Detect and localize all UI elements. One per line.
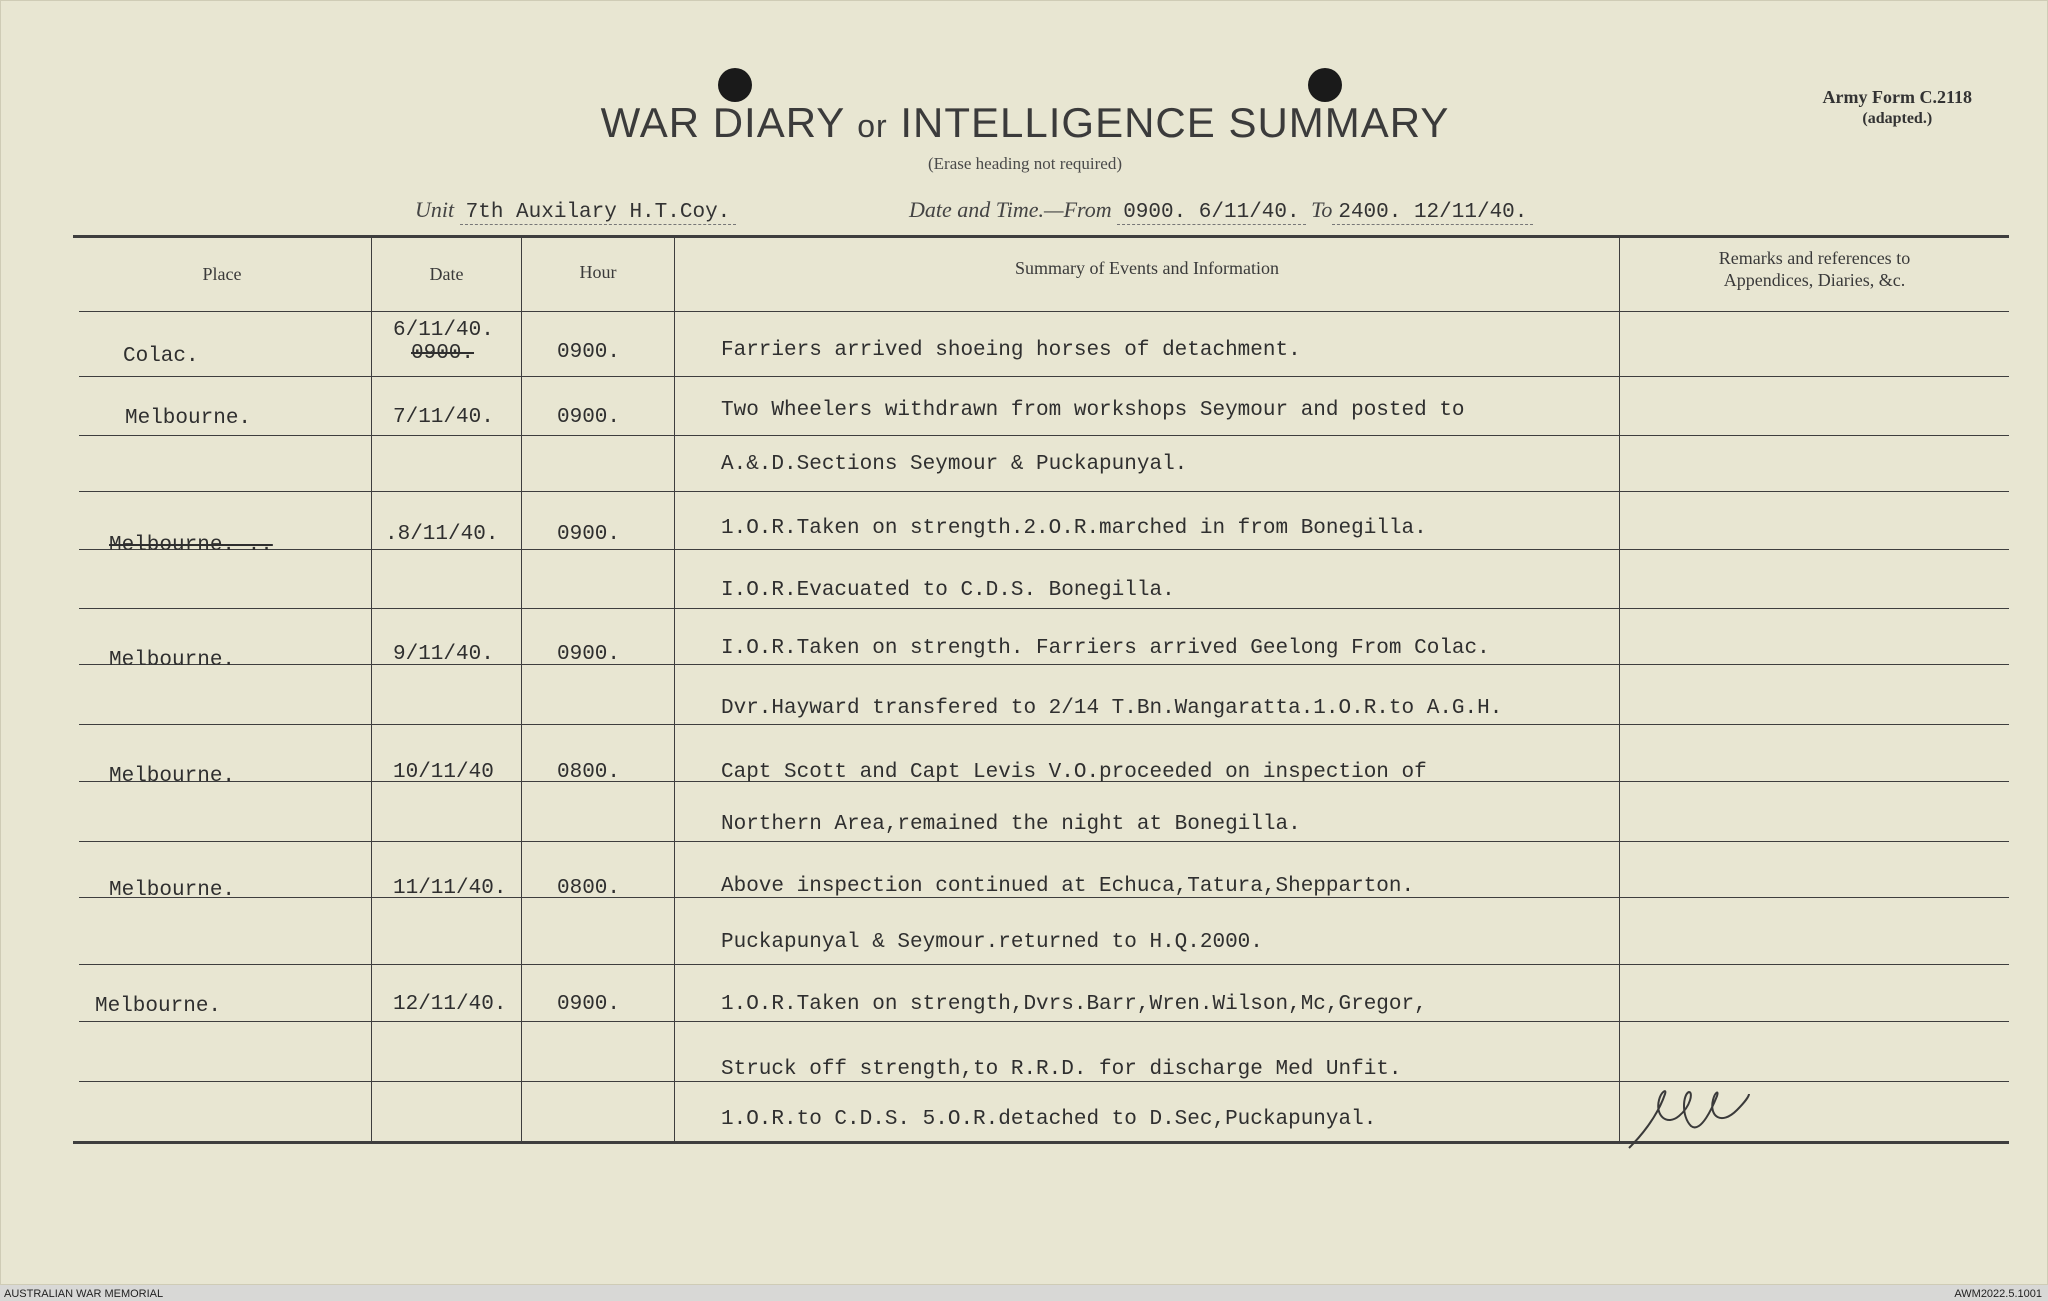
row-7-date: 12/11/40. (393, 993, 507, 1016)
row-1-date-overtyped: 0900. (411, 342, 475, 365)
punch-hole-left (718, 68, 752, 102)
col-divider-hour (521, 237, 522, 1143)
row-4-summary-line-1: I.O.R.Taken on strength. Farriers arrived Geelong From Colac. (721, 637, 1490, 660)
col-header-hour: Hour (579, 262, 617, 282)
row-1-hour: 0900. (557, 341, 621, 364)
row-4-date: 9/11/40. (393, 643, 494, 666)
row-1-place: Colac. (123, 345, 199, 368)
row-rule (79, 491, 2009, 492)
col-divider-summary (674, 237, 675, 1143)
row-rule (79, 1081, 2009, 1082)
row-6-place: Melbourne. (109, 879, 236, 902)
row-3-summary-line-1: 1.O.R.Taken on strength.2.O.R.marched in from Bonegilla. (721, 517, 1427, 540)
footer-reference: AWM2022.5.1001 (1954, 1288, 2042, 1300)
page-subtitle: (Erase heading not required) (928, 154, 1122, 173)
row-2-place: Melbourne. (125, 407, 252, 430)
page-title: WAR DIARY or INTELLIGENCE SUMMARY (600, 99, 1450, 146)
row-1-date: 6/11/40. (393, 319, 494, 342)
row-6-date: 11/11/40. (393, 877, 507, 900)
row-rule (79, 608, 2009, 609)
row-6-summary-line-2: Puckapunyal & Seymour.returned to H.Q.2000. (721, 931, 1263, 954)
punch-hole-right (1308, 68, 1342, 102)
row-4-place: Melbourne. (109, 649, 236, 672)
table-top-rule (73, 235, 2009, 238)
col-header-remarks: Remarks and references to Appendices, Diaries, &c. (1718, 248, 1911, 290)
row-5-summary-line-2: Northern Area,remained the night at Bonegilla. (721, 813, 1301, 836)
row-rule (79, 964, 2009, 965)
row-6-summary-line-1: Above inspection continued at Echuca,Tatura,Shepparton. (721, 875, 1415, 898)
row-7-summary-line-1: 1.O.R.Taken on strength,Dvrs.Barr,Wren.Wilson,Mc,Gregor, (721, 993, 1427, 1016)
row-5-hour: 0800. (557, 761, 621, 784)
row-rule (79, 841, 2009, 842)
from-value: 0900. 6/11/40. (1117, 201, 1305, 225)
row-2-summary-line-1: Two Wheelers withdrawn from workshops Seymour and posted to (721, 399, 1465, 422)
row-3-hour: 0900. (557, 523, 621, 546)
row-6-hour: 0800. (557, 877, 621, 900)
row-rule (79, 664, 2009, 665)
row-4-hour: 0900. (557, 643, 621, 666)
col-header-summary: Summary of Events and Information (1015, 258, 1279, 278)
row-1-summary-line-1: Farriers arrived shoeing horses of detachment. (721, 339, 1301, 362)
col-header-place: Place (202, 264, 242, 284)
col-divider-remarks (1619, 237, 1620, 1143)
header-row-rule (79, 311, 2009, 312)
row-7-place: Melbourne. (95, 995, 222, 1018)
row-rule (79, 1021, 2009, 1022)
row-7-summary-line-2: Struck off strength,to R.R.D. for discharge Med Unfit. (721, 1058, 1402, 1081)
signature-initials (1621, 1086, 1771, 1156)
col-header-date: Date (429, 264, 464, 284)
row-2-hour: 0900. (557, 406, 621, 429)
row-2-summary-line-2: A.&.D.Sections Seymour & Puckapunyal. (721, 453, 1188, 476)
row-3-place: Melbourne. .. (109, 534, 273, 557)
row-rule (79, 376, 2009, 377)
row-rule (79, 435, 2009, 436)
row-5-place: Melbourne. (109, 765, 236, 788)
row-rule (79, 549, 2009, 550)
row-3-date: .8/11/40. (385, 523, 499, 546)
unit-value: 7th Auxilary H.T.Coy. (460, 201, 737, 225)
form-identifier: Army Form C.2118 (adapted.) (1822, 87, 1972, 127)
row-3-summary-line-2: I.O.R.Evacuated to C.D.S. Bonegilla. (721, 579, 1175, 602)
row-7-hour: 0900. (557, 993, 621, 1016)
col-divider-date (371, 237, 372, 1143)
row-5-summary-line-1: Capt Scott and Capt Levis V.O.proceeded on inspection of (721, 761, 1427, 784)
row-7-summary-line-3: 1.O.R.to C.D.S. 5.O.R.detached to D.Sec,Puckapunyal. (721, 1108, 1377, 1131)
row-5-date: 10/11/40 (393, 761, 494, 784)
footer-credit: AUSTRALIAN WAR MEMORIAL (4, 1288, 164, 1300)
row-rule (79, 724, 2009, 725)
row-2-date: 7/11/40. (393, 406, 494, 429)
unit-line: Unit 7th Auxilary H.T.Coy. (415, 197, 736, 224)
to-value: 2400. 12/11/40. (1332, 201, 1533, 225)
row-4-summary-line-2: Dvr.Hayward transfered to 2/14 T.Bn.Wangaratta.1.O.R.to A.G.H. (721, 697, 1503, 720)
date-time-line: Date and Time.—From 0900. 6/11/40. To 2400. 12/11/40. (909, 197, 1533, 224)
